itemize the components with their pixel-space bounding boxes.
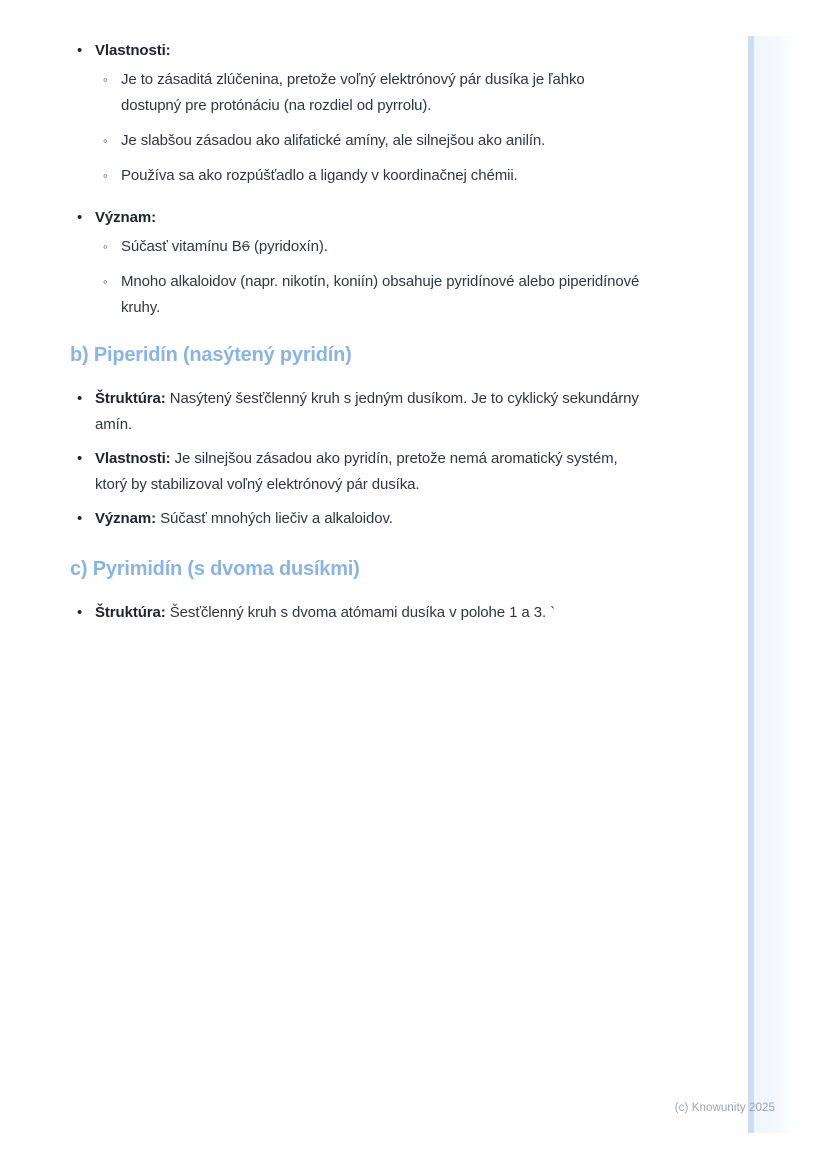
list-item-text (95, 386, 648, 438)
piperidin-list (70, 386, 648, 532)
list-item-text (95, 506, 648, 532)
list-item-label: Štruktúra: (95, 390, 166, 407)
sublist-item-text (121, 234, 648, 260)
sublist-item-text: Mnoho alkaloidov (napr. nikotín, koniín) obsahuje pyridínové alebo piperidínové kruhy. (121, 273, 640, 316)
list-item-struktura (70, 386, 648, 438)
sublist-vlastnosti (103, 67, 648, 189)
circle-bullet-icon: ◦ (103, 168, 108, 183)
list-item-struktura (70, 600, 648, 626)
text-segment: Súčasť vitamínu B (121, 238, 242, 255)
list-item-text (95, 38, 648, 64)
bullet-icon: • (77, 510, 83, 527)
section-heading-pyrimidin: c) Pyrimidín (s dvoma dusíkmi) (70, 558, 360, 580)
bullet-icon: • (77, 604, 83, 621)
sublist-item (103, 234, 648, 260)
list-item-text (95, 205, 648, 231)
sublist-item-text: Používa sa ako rozpúšťadlo a ligandy v koordinačnej chémii. (121, 167, 518, 184)
list-item-label: Význam: (95, 209, 156, 226)
list-item-body: Nasýtený šesťčlenný kruh s jedným dusíkom. Je to cyklický sekundárny amín. (95, 390, 639, 433)
circle-bullet-icon: ◦ (103, 239, 108, 254)
bullet-icon: • (77, 390, 83, 407)
circle-bullet-icon: ◦ (103, 274, 108, 289)
list-item-vyznam (70, 205, 648, 231)
page-edge-line (748, 36, 754, 1133)
section-heading-piperidin: b) Piperidín (nasýtený pyridín) (70, 344, 352, 366)
page-edge-strip (754, 36, 795, 1133)
list-item-label: Štruktúra: (95, 604, 166, 621)
bullet-icon: • (77, 450, 83, 467)
list-item-label: Vlastnosti: (95, 42, 171, 59)
bullet-icon: • (77, 42, 83, 59)
list-item-body: Je silnejšou zásadou ako pyridín, pretože nemá aromatický systém, ktorý by stabilizoval voľný elektrónový pár dusíka. (95, 450, 618, 493)
struck-text: 6 (241, 238, 250, 255)
list-item-label: Vlastnosti: (95, 450, 171, 467)
list-item-body: Šesťčlenný kruh s dvoma atómami dusíka v polohe 1 a 3. ` (169, 604, 555, 621)
sublist-item-text: Je to zásaditá zlúčenina, pretože voľný elektrónový pár dusíka je ľahko dostupný pre protónáciu (na rozdiel od pyrrolu). (121, 71, 585, 114)
sublist-item (103, 128, 648, 154)
sublist-item (103, 163, 648, 189)
sublist-item (103, 67, 648, 119)
list-item-body: Súčasť mnohých liečiv a alkaloidov. (160, 510, 393, 527)
sublist-vyznam (103, 234, 648, 321)
list-item-vlastnosti (70, 446, 648, 498)
list-item-text (95, 446, 648, 498)
footer-credit: (c) Knowunity 2025 (674, 1102, 775, 1114)
list-item-vlastnosti (70, 38, 648, 64)
list-item-vyznam (70, 506, 648, 532)
sublist-item-text: Je slabšou zásadou ako alifatické amíny, ale silnejšou ako anilín. (121, 132, 546, 149)
bullet-icon: • (77, 209, 83, 226)
document-content (70, 38, 648, 626)
list-item-text (95, 600, 648, 626)
pyrimidin-list (70, 600, 648, 626)
circle-bullet-icon: ◦ (103, 133, 108, 148)
list-item-label: Význam: (95, 510, 156, 527)
text-segment: (pyridoxín). (249, 238, 328, 255)
sublist-item (103, 269, 648, 321)
circle-bullet-icon: ◦ (103, 72, 108, 87)
